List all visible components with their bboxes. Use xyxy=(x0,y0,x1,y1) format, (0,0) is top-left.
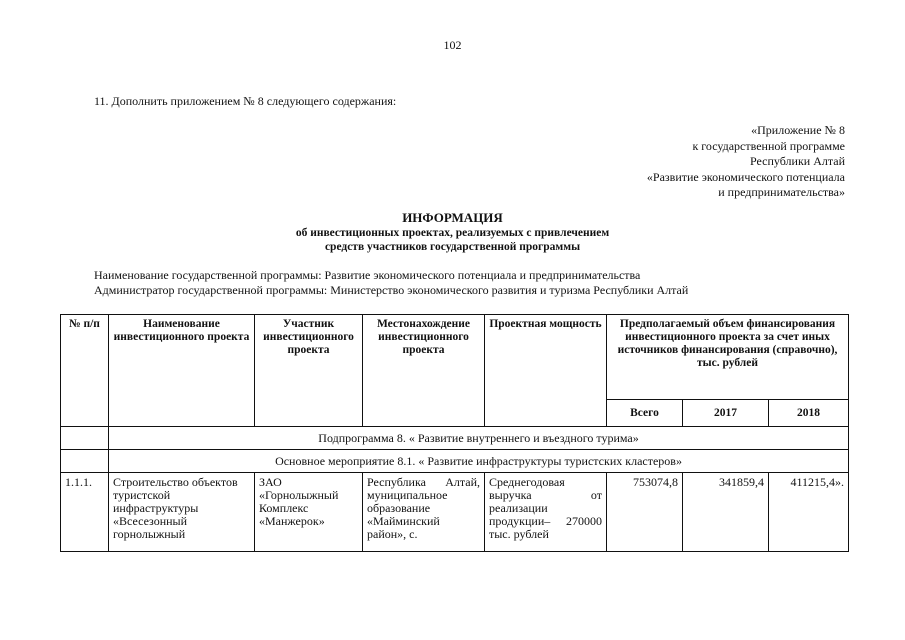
row-total: 753074,8 xyxy=(607,473,683,552)
row-num: 1.1.1. xyxy=(61,473,109,552)
header-location: Местонахождение инвестиционного проекта xyxy=(363,315,485,427)
row-2018: 411215,4». xyxy=(769,473,849,552)
title-line: средств участников государственной программы xyxy=(324,241,581,253)
title-line: об инвестиционных проектах, реализуемых с привлечением xyxy=(295,227,610,239)
header-participant: Участник инвестиционного проекта xyxy=(255,315,363,427)
subprogram-row xyxy=(61,427,849,450)
program-name: Наименование государственной программы: Развитие экономического потенциала и предпринимательства xyxy=(94,268,641,282)
table-header-row xyxy=(61,315,849,400)
table-row xyxy=(61,473,849,552)
header-2018: 2018 xyxy=(769,400,849,427)
row-project-name: Строительство объектов туристской инфраструктуры «Всесезонный горнолыжный xyxy=(109,473,255,552)
subprogram-title: Подпрограмма 8. « Развитие внутреннего и въездного турима» xyxy=(109,427,849,450)
appendix-line: «Приложение № 8 xyxy=(751,123,845,137)
row-capacity: Среднегодовая выручка от реализации продукции– 270000 тыс. рублей xyxy=(485,473,607,552)
appendix-line: и предпринимательства» xyxy=(718,185,845,199)
header-total: Всего xyxy=(607,400,683,427)
header-num: № п/п xyxy=(61,315,109,427)
header-name: Наименование инвестиционного проекта xyxy=(109,315,255,427)
empty-cell xyxy=(61,450,109,473)
empty-cell xyxy=(61,427,109,450)
row-location: Республика Алтай, муниципальное образование «Майминский район», с. xyxy=(363,473,485,552)
appendix-line: «Развитие экономического потенциала xyxy=(646,169,845,184)
main-activity-row xyxy=(61,450,849,473)
investment-table xyxy=(60,314,849,552)
header-financing: Предполагаемый объем финансирования инвестиционного проекта за счет иных источников финансирования (справочно), тыс. рублей xyxy=(607,315,849,400)
main-activity-title: Основное мероприятие 8.1. « Развитие инфраструктуры туристских кластеров» xyxy=(109,450,849,473)
appendix-line: к государственной программе xyxy=(692,138,845,153)
title-main: ИНФОРМАЦИЯ xyxy=(402,210,503,225)
program-meta xyxy=(94,268,688,298)
row-2017: 341859,4 xyxy=(683,473,769,552)
appendix-header xyxy=(647,123,845,201)
row-participant: ЗАО «Горнолыжный Комплекс «Манжерок» xyxy=(255,473,363,552)
instruction-text: 11. Дополнить приложением № 8 следующего содержания: xyxy=(94,94,397,108)
document-title xyxy=(0,210,905,254)
appendix-line: Республики Алтай xyxy=(750,154,845,168)
header-capacity: Проектная мощность xyxy=(485,315,607,427)
header-2017: 2017 xyxy=(683,400,769,427)
page-number: 102 xyxy=(443,38,462,52)
program-administrator: Администратор государственной программы: Министерство экономического развития и туризма Республики Алтай xyxy=(94,283,689,297)
